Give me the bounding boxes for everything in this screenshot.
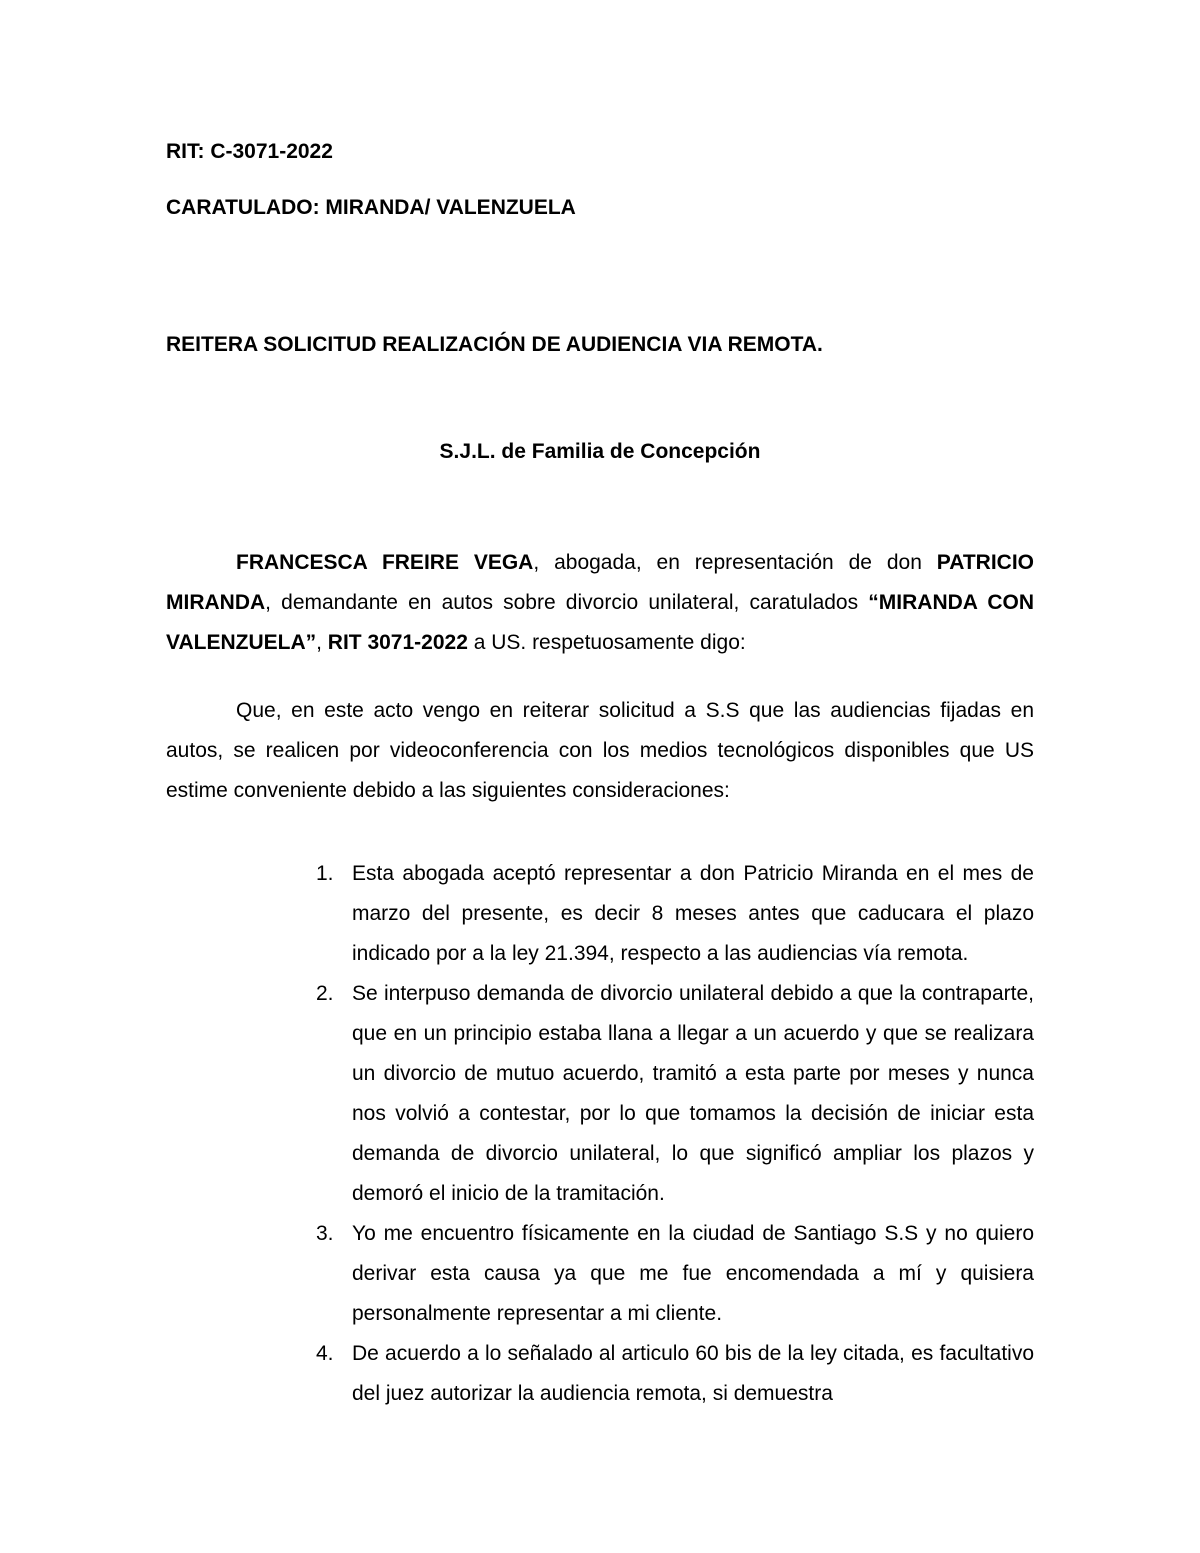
intro-paragraph bbox=[166, 543, 1034, 663]
case-caption: CARATULADO: MIRANDA/ VALENZUELA bbox=[166, 196, 576, 219]
case-rit: RIT: C-3071-2022 bbox=[166, 140, 333, 163]
considerations-list bbox=[316, 854, 1034, 1414]
list-item bbox=[316, 854, 1034, 974]
list-item-text: De acuerdo a lo señalado al articulo 60 bis de la ley citada, es facultativo del juez autorizar la audiencia remota, si demuestra bbox=[352, 1342, 1034, 1405]
intro-text-2: , demandante en autos sobre divorcio unilateral, caratulados bbox=[265, 591, 869, 614]
list-item bbox=[316, 1334, 1034, 1414]
intro-text-3: , bbox=[316, 631, 328, 654]
list-item-number: 3. bbox=[316, 1222, 334, 1245]
list-item-text: Se interpuso demanda de divorcio unilateral debido a que la contraparte, que en un principio estaba llana a llegar a un acuerdo y que se realizara un divorcio de mutuo acuerdo, tramitó a esta parte por meses y nunca nos volvió a contestar, por lo que tomamos la decisión de iniciar esta demanda de divorcio unilateral, lo que significó ampliar los plazos y demoró el inicio de la tramitación. bbox=[352, 982, 1034, 1205]
list-item bbox=[316, 1214, 1034, 1334]
list-item-text: Esta abogada aceptó representar a don Patricio Miranda en el mes de marzo del presente, es decir 8 meses antes que caducara el plazo indicado por a la ley 21.394, respecto a las audiencias vía remota. bbox=[352, 862, 1034, 965]
list-item-number: 2. bbox=[316, 982, 334, 1005]
list-item-number: 1. bbox=[316, 862, 334, 885]
document-subject: REITERA SOLICITUD REALIZACIÓN DE AUDIENCIA VIA REMOTA. bbox=[166, 333, 823, 356]
attorney-name: FRANCESCA FREIRE VEGA bbox=[236, 551, 534, 574]
list-item bbox=[316, 974, 1034, 1214]
list-item-text: Yo me encuentro físicamente en la ciudad de Santiago S.S y no quiero derivar esta causa ya que me fue encomendada a mí y quisiera personalmente representar a mi cliente. bbox=[352, 1222, 1034, 1325]
court-addressee: S.J.L. de Familia de Concepción bbox=[439, 440, 761, 463]
client-name: PATRICIO MIRANDA bbox=[166, 551, 1034, 614]
case-title: “MIRANDA CON VALENZUELA” bbox=[166, 591, 1034, 654]
intro-text-1: , abogada, en representación de don bbox=[533, 551, 937, 574]
case-rit-inline: RIT 3071-2022 bbox=[327, 631, 468, 654]
list-item-number: 4. bbox=[316, 1342, 334, 1365]
intro-text-4: a US. respetuosamente digo: bbox=[467, 631, 746, 654]
request-paragraph: Que, en este acto vengo en reiterar solicitud a S.S que las audiencias fijadas en autos, se realicen por videoconferencia con los medios tecnológicos disponibles que US estime conveniente debido a las siguientes consideraciones: bbox=[166, 699, 1034, 802]
